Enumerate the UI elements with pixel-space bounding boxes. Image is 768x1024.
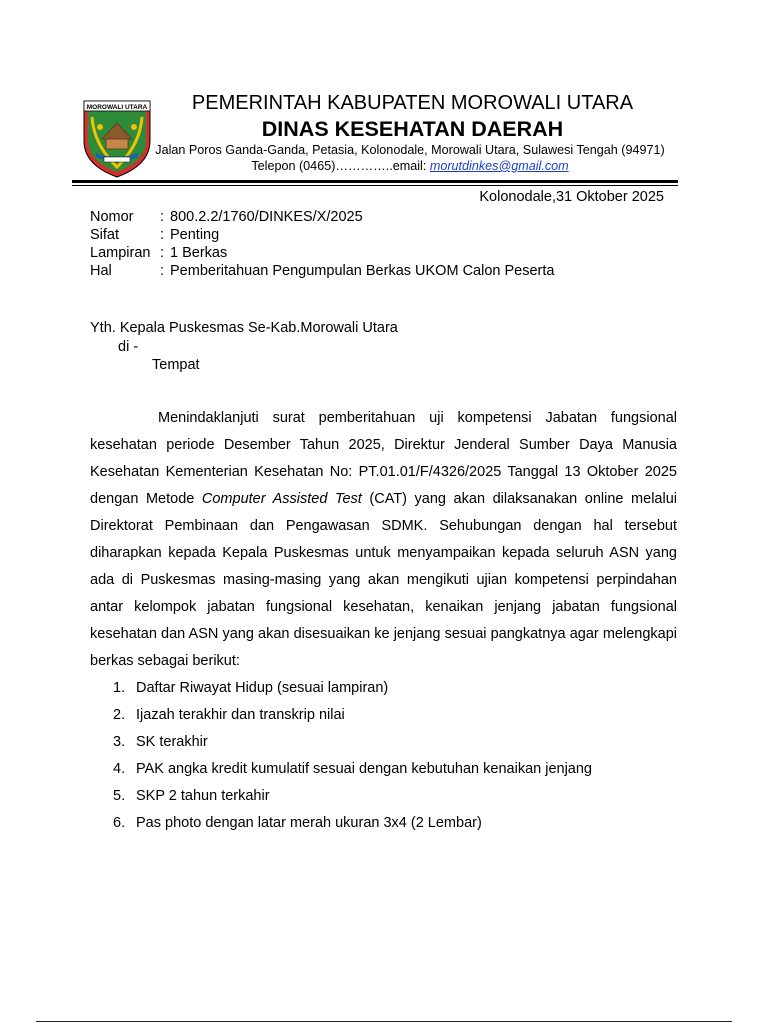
list-item bbox=[113, 675, 592, 702]
list-text: SKP 2 tahun terkahir bbox=[136, 788, 270, 804]
page-bottom-divider bbox=[36, 1021, 732, 1022]
list-text: Ijazah terakhir dan transkrip nilai bbox=[136, 707, 345, 723]
meta-value: 1 Berkas bbox=[170, 245, 228, 261]
list-text: PAK angka kredit kumulatif sesuai dengan kebutuhan kenaikan jenjang bbox=[136, 761, 592, 777]
government-name: PEMERINTAH KABUPATEN MOROWALI UTARA bbox=[191, 92, 634, 114]
list-item bbox=[113, 729, 592, 756]
list-item bbox=[113, 702, 592, 729]
list-text: Daftar Riwayat Hidup (sesuai lampiran) bbox=[136, 680, 389, 696]
email-link[interactable]: morutdinkes@gmail.com bbox=[429, 159, 569, 173]
list-number: 1. bbox=[113, 680, 126, 696]
body-text-part1: Menindaklanjuti surat pemberitahuan uji kompetensi Jabatan fungsional kesehatan periode Desember Tahun 2025, Direktur Jenderal Sumber Daya Manusia Kesehatan Kementerian Kesehatan No: PT.01.01/F/4326/2025 Tanggal 13 Oktober 2025 dengan Metode bbox=[90, 410, 677, 507]
agency-contact bbox=[145, 159, 675, 173]
recipient-line: Yth. Kepala Puskesmas Se-Kab.Morowali Utara bbox=[90, 320, 398, 336]
letter-body-paragraph bbox=[90, 405, 677, 675]
logo-banner-text: MOROWALI UTARA bbox=[86, 104, 148, 111]
meta-value: Penting bbox=[170, 227, 220, 243]
meta-row-lampiran bbox=[90, 244, 554, 262]
list-number: 3. bbox=[113, 734, 126, 750]
letterhead-divider-thin bbox=[72, 185, 678, 186]
list-number: 4. bbox=[113, 761, 126, 777]
letter-metadata bbox=[90, 208, 554, 280]
meta-row-sifat bbox=[90, 226, 554, 244]
meta-separator: : bbox=[160, 209, 165, 225]
meta-label: Lampiran bbox=[90, 245, 151, 261]
list-number: 6. bbox=[113, 815, 126, 831]
meta-value: 800.2.2/1760/DINKES/X/2025 bbox=[170, 209, 363, 225]
letterhead-divider-thick bbox=[72, 180, 678, 183]
meta-separator: : bbox=[160, 227, 165, 243]
agency-address: Jalan Poros Ganda-Ganda, Petasia, Kolonodale, Morowali Utara, Sulawesi Tengah (94971) bbox=[155, 143, 665, 157]
letter-date: Kolonodale,31 Oktober 2025 bbox=[479, 189, 664, 205]
meta-row-nomor bbox=[90, 208, 554, 226]
list-text: SK terakhir bbox=[136, 734, 208, 750]
phone-text: Telepon (0465)…………..email: bbox=[251, 159, 430, 173]
recipient-di: di - bbox=[118, 339, 139, 355]
meta-separator: : bbox=[160, 245, 165, 261]
meta-value: Pemberitahuan Pengumpulan Berkas UKOM Calon Peserta bbox=[170, 263, 555, 279]
list-item bbox=[113, 783, 592, 810]
requirements-list bbox=[113, 675, 592, 837]
meta-label: Nomor bbox=[90, 209, 134, 225]
meta-label: Sifat bbox=[90, 227, 120, 243]
list-text: Pas photo dengan latar merah ukuran 3x4 (2 Lembar) bbox=[136, 815, 482, 831]
list-item bbox=[113, 756, 592, 783]
body-text-italic: Computer Assisted Test bbox=[201, 491, 362, 507]
list-item bbox=[113, 810, 592, 837]
list-number: 5. bbox=[113, 788, 126, 804]
meta-row-hal bbox=[90, 262, 554, 280]
meta-label: Hal bbox=[90, 263, 112, 279]
recipient-place: Tempat bbox=[152, 357, 200, 373]
regency-emblem-logo bbox=[80, 95, 154, 179]
list-number: 2. bbox=[113, 707, 126, 723]
agency-name: DINAS KESEHATAN DAERAH bbox=[261, 117, 564, 141]
meta-separator: : bbox=[160, 263, 165, 279]
body-text-part2: (CAT) yang akan dilaksanakan online melalui Direktorat Pembinaan dan Pengawasan SDMK. Sehubungan dengan hal tersebut diharapkan kepada Kepala Puskesmas untuk menyampaikan kepada seluruh ASN yang ada di Puskesmas masing-masing yang akan mengikuti ujian kompetensi perpindahan antar kelompok jabatan fungsional kesehatan, kenaikan jenjang jabatan fungsional kesehatan dan ASN yang akan disesuaikan ke jenjang sesuai pangkatnya agar melengkapi berkas sebagai berikut: bbox=[90, 491, 677, 669]
